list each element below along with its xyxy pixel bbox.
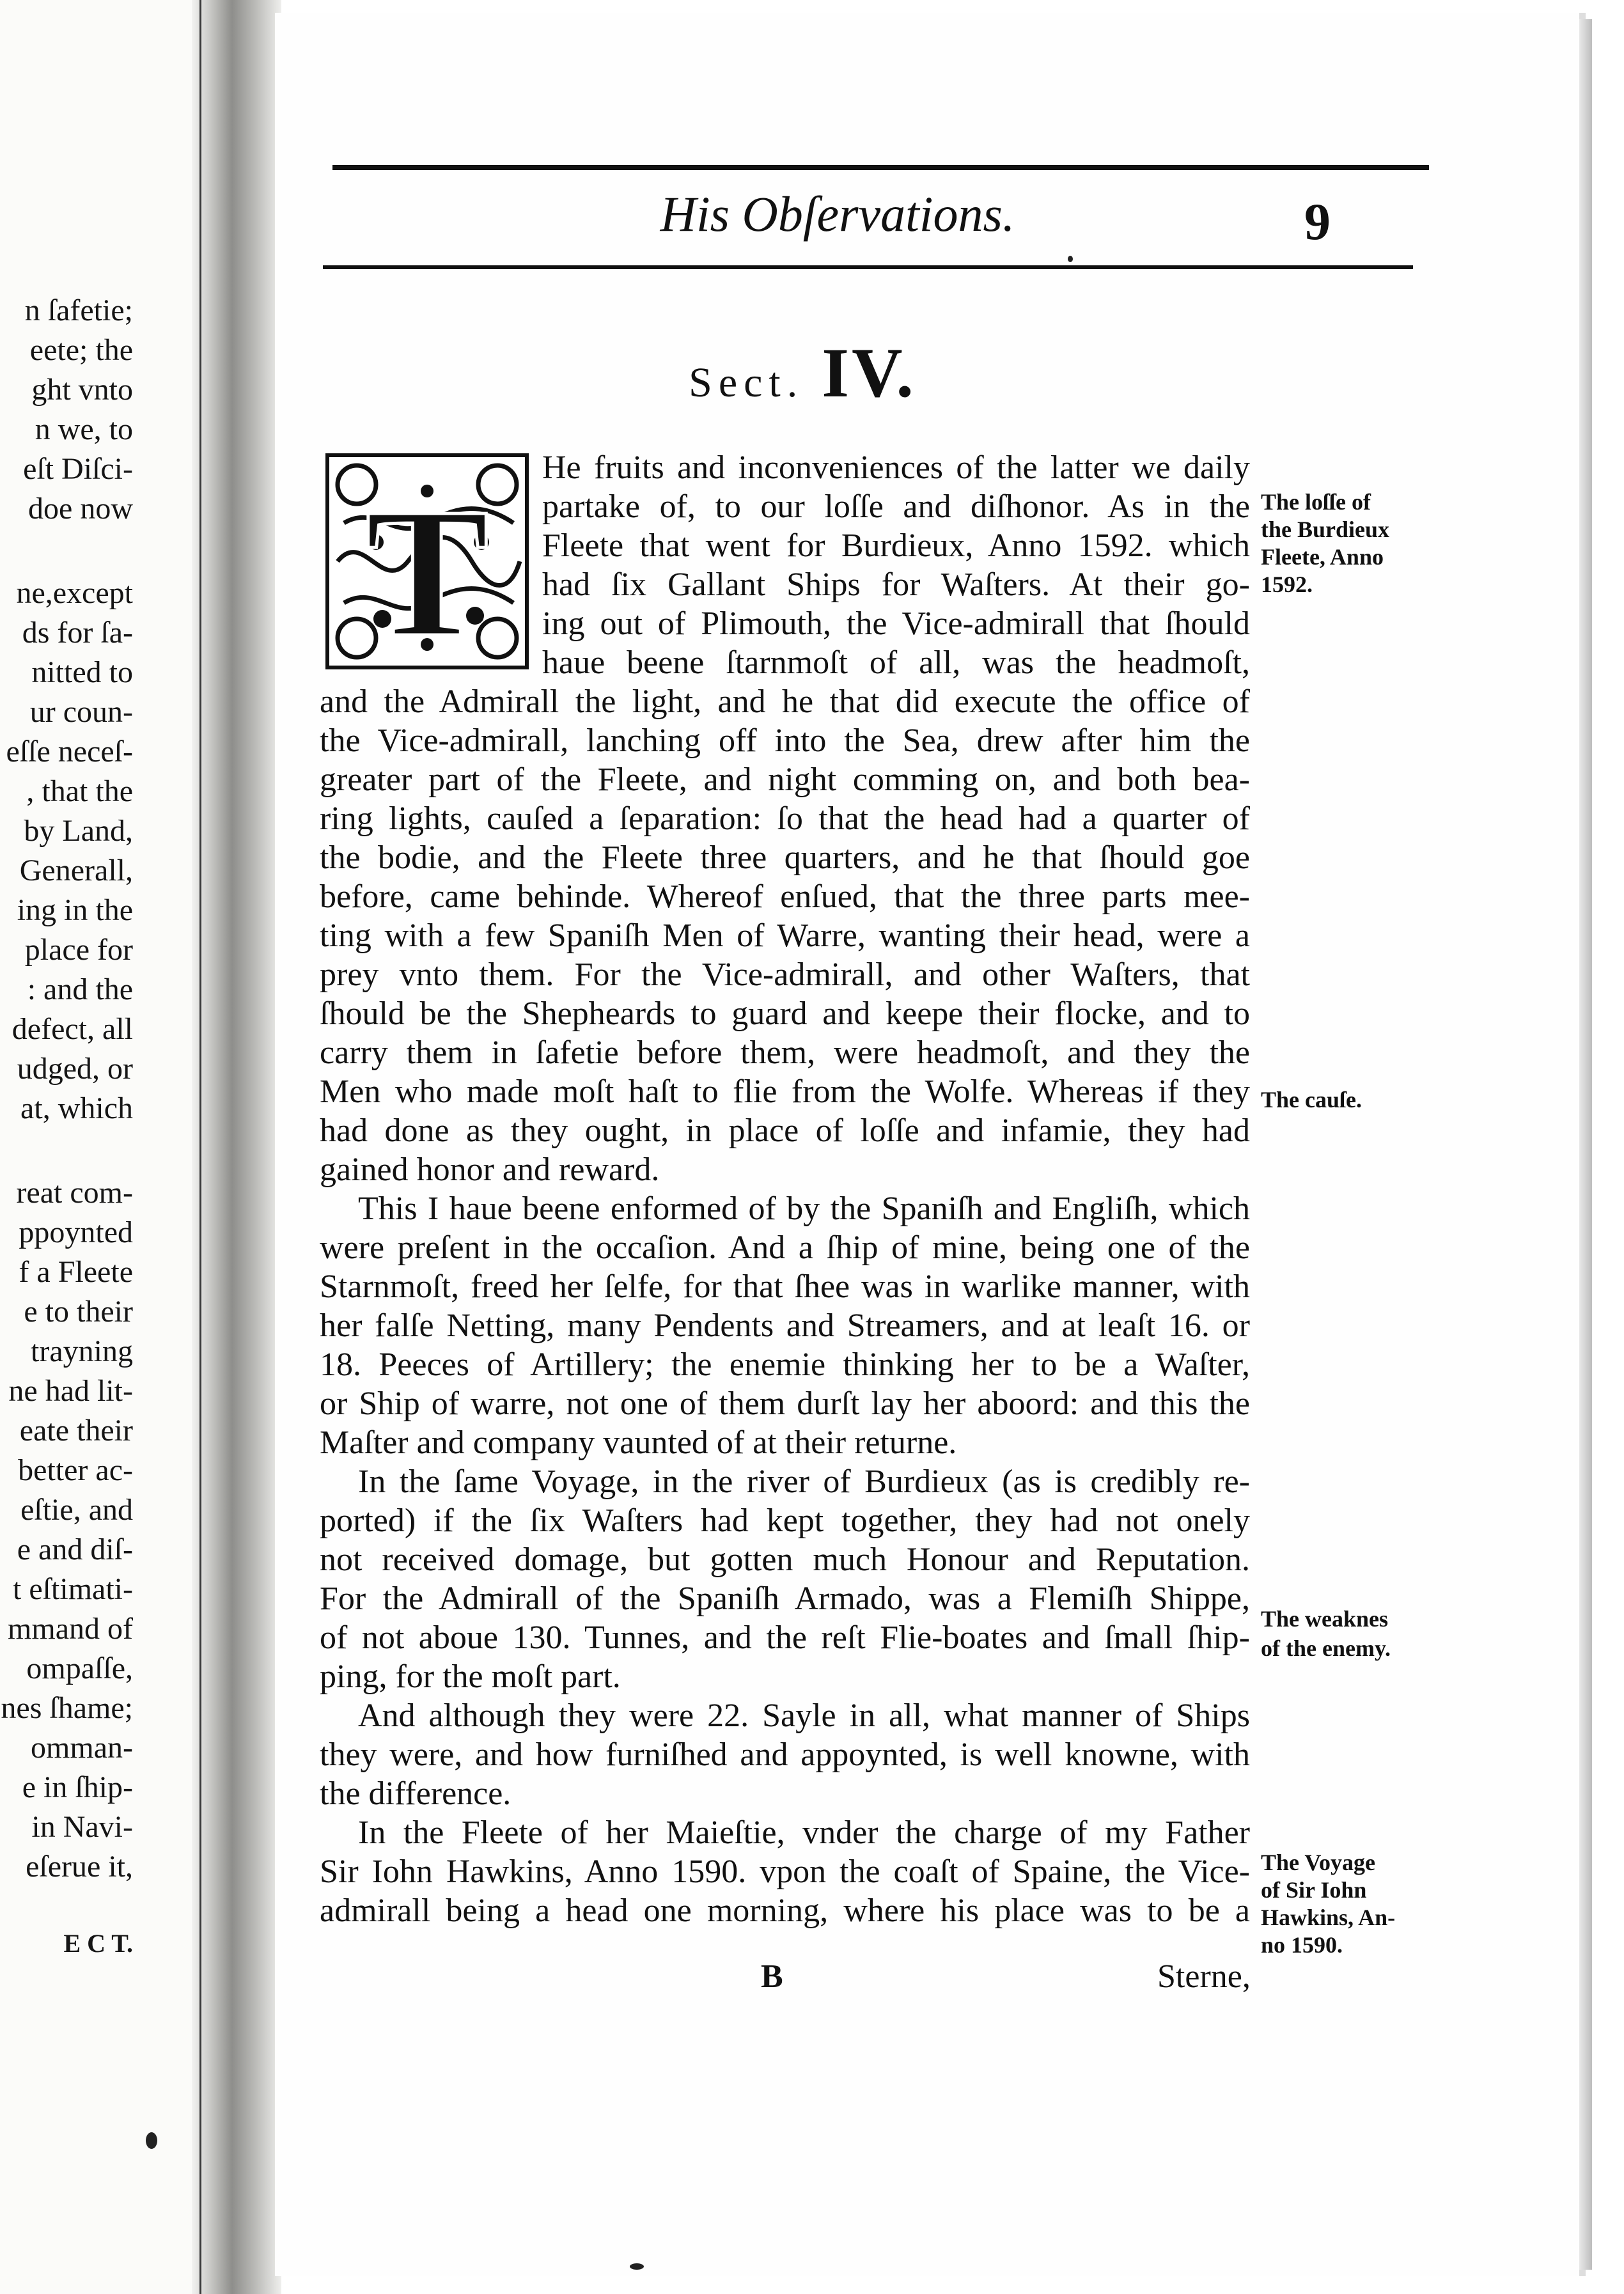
gutter-shadow-line xyxy=(199,0,201,2294)
left-line: place for xyxy=(24,933,133,967)
body-line: the Vice-admirall, lanching off into the Sea, drew after him the xyxy=(320,722,1250,759)
body-line: admirall being a head one morning, where his place was to be a xyxy=(320,1892,1250,1929)
margin-note-line: of the enemy. xyxy=(1261,1635,1391,1661)
catchword: Sterne, xyxy=(1157,1958,1251,1995)
margin-note-line: The cauſe. xyxy=(1261,1087,1362,1112)
ink-speck xyxy=(630,2263,644,2270)
header-rule-bottom xyxy=(323,265,1413,269)
body-line: For the Admirall of the Spaniſh Armado, was a Flemiſh Shippe, xyxy=(320,1580,1250,1617)
body-line: Men who made moſt haſt to flie from the Wolfe. Whereas if they xyxy=(320,1073,1250,1110)
body-line: This I haue beene enformed of by the Spaniſh and Engliſh, which xyxy=(358,1190,1250,1227)
left-line: at, which xyxy=(20,1091,133,1125)
left-line: udged, or xyxy=(17,1052,133,1086)
margin-note-line: The weaknes xyxy=(1261,1606,1389,1632)
margin-note-line: Hawkins, An- xyxy=(1261,1905,1396,1930)
body-line: He fruits and inconveniences of the latter we daily xyxy=(542,449,1250,486)
left-line: ing in the xyxy=(17,893,133,927)
body-line: they were, and how furniſhed and appoynted, is well knowne, with xyxy=(320,1736,1250,1773)
left-line: eete; the xyxy=(29,333,133,367)
left-line: e in ſhip- xyxy=(22,1770,133,1804)
ink-speck xyxy=(1068,256,1073,262)
page-edge-shadow xyxy=(1579,19,1592,2270)
left-line: trayning xyxy=(31,1334,133,1368)
body-line: carry them in ſafetie before them, were headmoſt, and they the xyxy=(320,1034,1250,1071)
margin-note-line: no 1590. xyxy=(1261,1932,1343,1958)
left-line: mmand of xyxy=(8,1612,133,1646)
margin-note-line: Fleete, Anno xyxy=(1261,544,1384,570)
initial-letter: T xyxy=(365,470,489,670)
left-line: omman- xyxy=(31,1731,133,1765)
margin-note-line: The Voyage xyxy=(1261,1850,1376,1875)
body-line: In the ſame Voyage, in the river of Burdieux (as is credibly re- xyxy=(358,1463,1250,1500)
left-line: doe now xyxy=(28,492,133,526)
body-line: Starnmoſt, freed her ſelfe, for that ſhee was in warlike manner, with xyxy=(320,1268,1250,1305)
left-line: ne had lit- xyxy=(8,1374,133,1408)
body-line: partake of, to our loſſe and diſhonor. As in the xyxy=(542,488,1250,525)
section-label: Sect. xyxy=(689,359,804,406)
left-line: eate their xyxy=(19,1414,133,1447)
body-line: and the Admirall the light, and he that did execute the office of xyxy=(320,683,1250,720)
left-line: t eſtimati- xyxy=(13,1572,133,1606)
body-line: not received domage, but gotten much Honour and Reputation. xyxy=(320,1541,1250,1578)
left-line: better ac- xyxy=(18,1453,133,1487)
body-line: greater part of the Fleete, and night comming on, and both bea- xyxy=(320,761,1250,798)
left-line: : and the xyxy=(27,972,133,1006)
decorated-initial xyxy=(325,453,529,670)
left-line: Generall, xyxy=(19,854,133,887)
body-line: her falſe Netting, many Pendents and Streamers, and at leaſt 16. or xyxy=(320,1307,1250,1344)
body-line: ring lights, cauſed a ſeparation: ſo that the head had a quarter of xyxy=(320,800,1250,837)
body-line: Maſter and company vaunted of at their returne. xyxy=(320,1424,957,1461)
body-line: the difference. xyxy=(320,1775,511,1812)
left-line: eſſe neceſ- xyxy=(6,735,133,769)
section-numeral: IV. xyxy=(822,334,916,412)
margin-note-line: of Sir Iohn xyxy=(1261,1877,1367,1903)
ornament-icon xyxy=(325,453,529,670)
body-line: had ſix Gallant Ships for Waſters. At their go- xyxy=(542,566,1250,603)
body-line: the bodie, and the Fleete three quarters, and he that ſhould goe xyxy=(320,839,1250,876)
left-line: eſerue it, xyxy=(26,1850,133,1884)
left-catchword: E C T. xyxy=(63,1929,133,1958)
page-number: 9 xyxy=(1304,192,1331,251)
margin-note-line: 1592. xyxy=(1261,572,1313,597)
body-line: had done as they ought, in place of loſſe and infamie, they had xyxy=(320,1112,1250,1149)
body-line: And although they were 22. Sayle in all, what manner of Ships xyxy=(358,1697,1250,1734)
body-line: prey vnto them. For the Vice-admirall, and other Waſters, that xyxy=(320,956,1250,993)
body-line: haue beene ſtarnmoſt of all, was the headmoſt, xyxy=(542,644,1250,681)
body-line: ported) if the ſix Waſters had kept together, they had not onely xyxy=(320,1502,1250,1539)
margin-note-line: the Burdieux xyxy=(1261,517,1390,542)
left-line: eſtie, and xyxy=(20,1493,133,1527)
body-line: ing out of Plimouth, the Vice-admirall that ſhould xyxy=(542,605,1250,642)
left-line: e and diſ- xyxy=(17,1533,133,1566)
left-line: ds for ſa- xyxy=(22,616,133,650)
body-line: In the Fleete of her Maieſtie, vnder the charge of my Father xyxy=(358,1814,1250,1851)
left-line: in Navi- xyxy=(31,1810,133,1844)
body-line: 18. Peeces of Artillery; the enemie thinking her to be a Waſter, xyxy=(320,1346,1250,1383)
left-line: reat com- xyxy=(16,1176,133,1210)
ink-speck xyxy=(146,2132,157,2149)
left-line: ompaſſe, xyxy=(26,1651,133,1685)
left-line: nes ſhame; xyxy=(1,1691,133,1725)
signature-mark: B xyxy=(761,1958,783,1995)
body-line: gained honor and reward. xyxy=(320,1151,660,1188)
left-line: ppoynted xyxy=(19,1215,133,1249)
left-line: nitted to xyxy=(31,655,133,689)
body-line: before, came behinde. Whereof enſued, that the three parts mee- xyxy=(320,878,1250,915)
left-line: by Land, xyxy=(24,814,133,848)
section-heading xyxy=(630,332,975,414)
body-line: were preſent in the occaſion. And a ſhip of mine, being one of the xyxy=(320,1229,1250,1266)
left-line: ur coun- xyxy=(29,695,133,729)
running-head: His Obſervations. xyxy=(660,186,1015,242)
left-line: e to their xyxy=(24,1295,133,1329)
body-line: ting with a few Spaniſh Men of Warre, wanting their head, were a xyxy=(320,917,1250,954)
body-line: Sir Iohn Hawkins, Anno 1590. vpon the coaſt of Spaine, the Vice- xyxy=(320,1853,1250,1890)
margin-note-line: The loſſe of xyxy=(1261,489,1371,515)
left-line: eſt Diſci- xyxy=(23,452,133,486)
left-line: defect, all xyxy=(12,1012,133,1046)
body-line: ſhould be the Shepheards to guard and keepe their flocke, and to xyxy=(320,995,1250,1032)
left-line: , that the xyxy=(26,774,133,808)
body-line: ping, for the moſt part. xyxy=(320,1658,621,1695)
left-line: ght vnto xyxy=(31,373,133,407)
left-line: n ſafetie; xyxy=(24,293,133,327)
body-line: Fleete that went for Burdieux, Anno 1592. which xyxy=(542,527,1250,564)
body-line: or Ship of warre, not one of them durſt lay her aboord: and this the xyxy=(320,1385,1250,1422)
left-line: n we, to xyxy=(35,412,133,446)
header-rule-top xyxy=(332,165,1429,170)
book-gutter xyxy=(192,0,281,2294)
body-line: of not aboue 130. Tunnes, and the reſt Flie-boates and ſmall ſhip- xyxy=(320,1619,1250,1656)
left-line: f a Fleete xyxy=(19,1255,133,1289)
left-line: ne,except xyxy=(16,576,133,610)
